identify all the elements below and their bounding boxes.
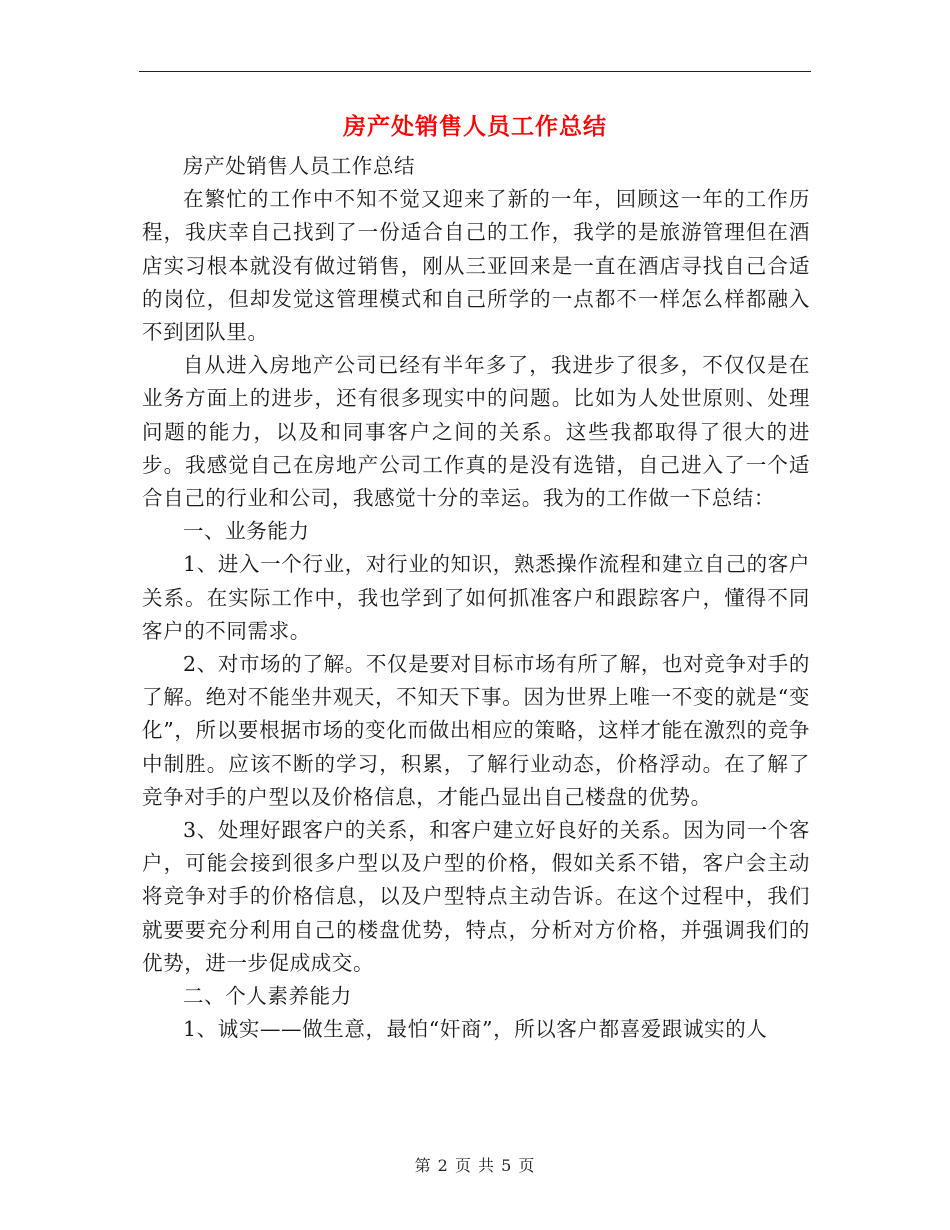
page-number: 第 2 页 共 5 页 — [414, 1156, 536, 1175]
document-title: 房产处销售人员工作总结 — [343, 114, 607, 140]
paragraph: 2、对市场的了解。不仅是要对目标市场有所了解，也对竞争对手的了解。绝对不能坐井观天，不知天下事。因为世界上唯一不变的就是“变化”，所以要根据市场的变化而做出相应的策略，这样才能在激烈的竞争中制胜。应该不断的学习，积累，了解行业动态，价格浮动。在了解了竞争对手的户型以及价格信息，才能凸显出自己楼盘的优势。 — [142, 652, 810, 809]
document-body — [142, 150, 810, 1046]
paragraph: 1、进入一个行业，对行业的知识，熟悉操作流程和建立自己的客户关系。在实际工作中，我也学到了如何抓准客户和跟踪客户，懂得不同客户的不同需求。 — [142, 552, 810, 643]
section-heading-business: 一、业务能力 — [183, 519, 310, 544]
paragraph: 自从进入房地产公司已经有半年多了，我进步了很多，不仅仅是在业务方面上的进步，还有很多现实中的问题。比如为人处世原则、处理问题的能力，以及和同事客户之间的关系。这些我都取得了很大的进步。我感觉自己在房地产公司工作真的是没有选错，自己进入了一个适合自己的行业和公司，我感觉十分的幸运。我为的工作做一下总结： — [142, 353, 810, 511]
header-rule — [139, 71, 811, 72]
paragraph: 在繁忙的工作中不知不觉又迎来了新的一年，回顾这一年的工作历程，我庆幸自己找到了一份适合自己的工作，我学的是旅游管理但在酒店实习根本就没有做过销售，刚从三亚回来是一直在酒店寻找自己合适的岗位，但却发觉这管理模式和自己所学的一点都不一样怎么样都融入不到团队里。 — [142, 187, 810, 345]
paragraph: 1、诚实——做生意，最怕“奸商”，所以客户都喜爱跟诚实的人 — [183, 1017, 768, 1042]
section-heading-personal: 二、个人素养能力 — [183, 984, 352, 1009]
paragraph: 3、处理好跟客户的关系，和客户建立好良好的关系。因为同一个客户，可能会接到很多户型以及户型的价格，假如关系不错，客户会主动将竞争对手的价格信息，以及户型特点主动告诉。在这个过程中，我们就要要充分利用自己的楼盘优势，特点，分析对方价格，并强调我们的优势，进一步促成成交。 — [142, 818, 810, 975]
paragraph-subtitle: 房产处销售人员工作总结 — [183, 154, 416, 178]
